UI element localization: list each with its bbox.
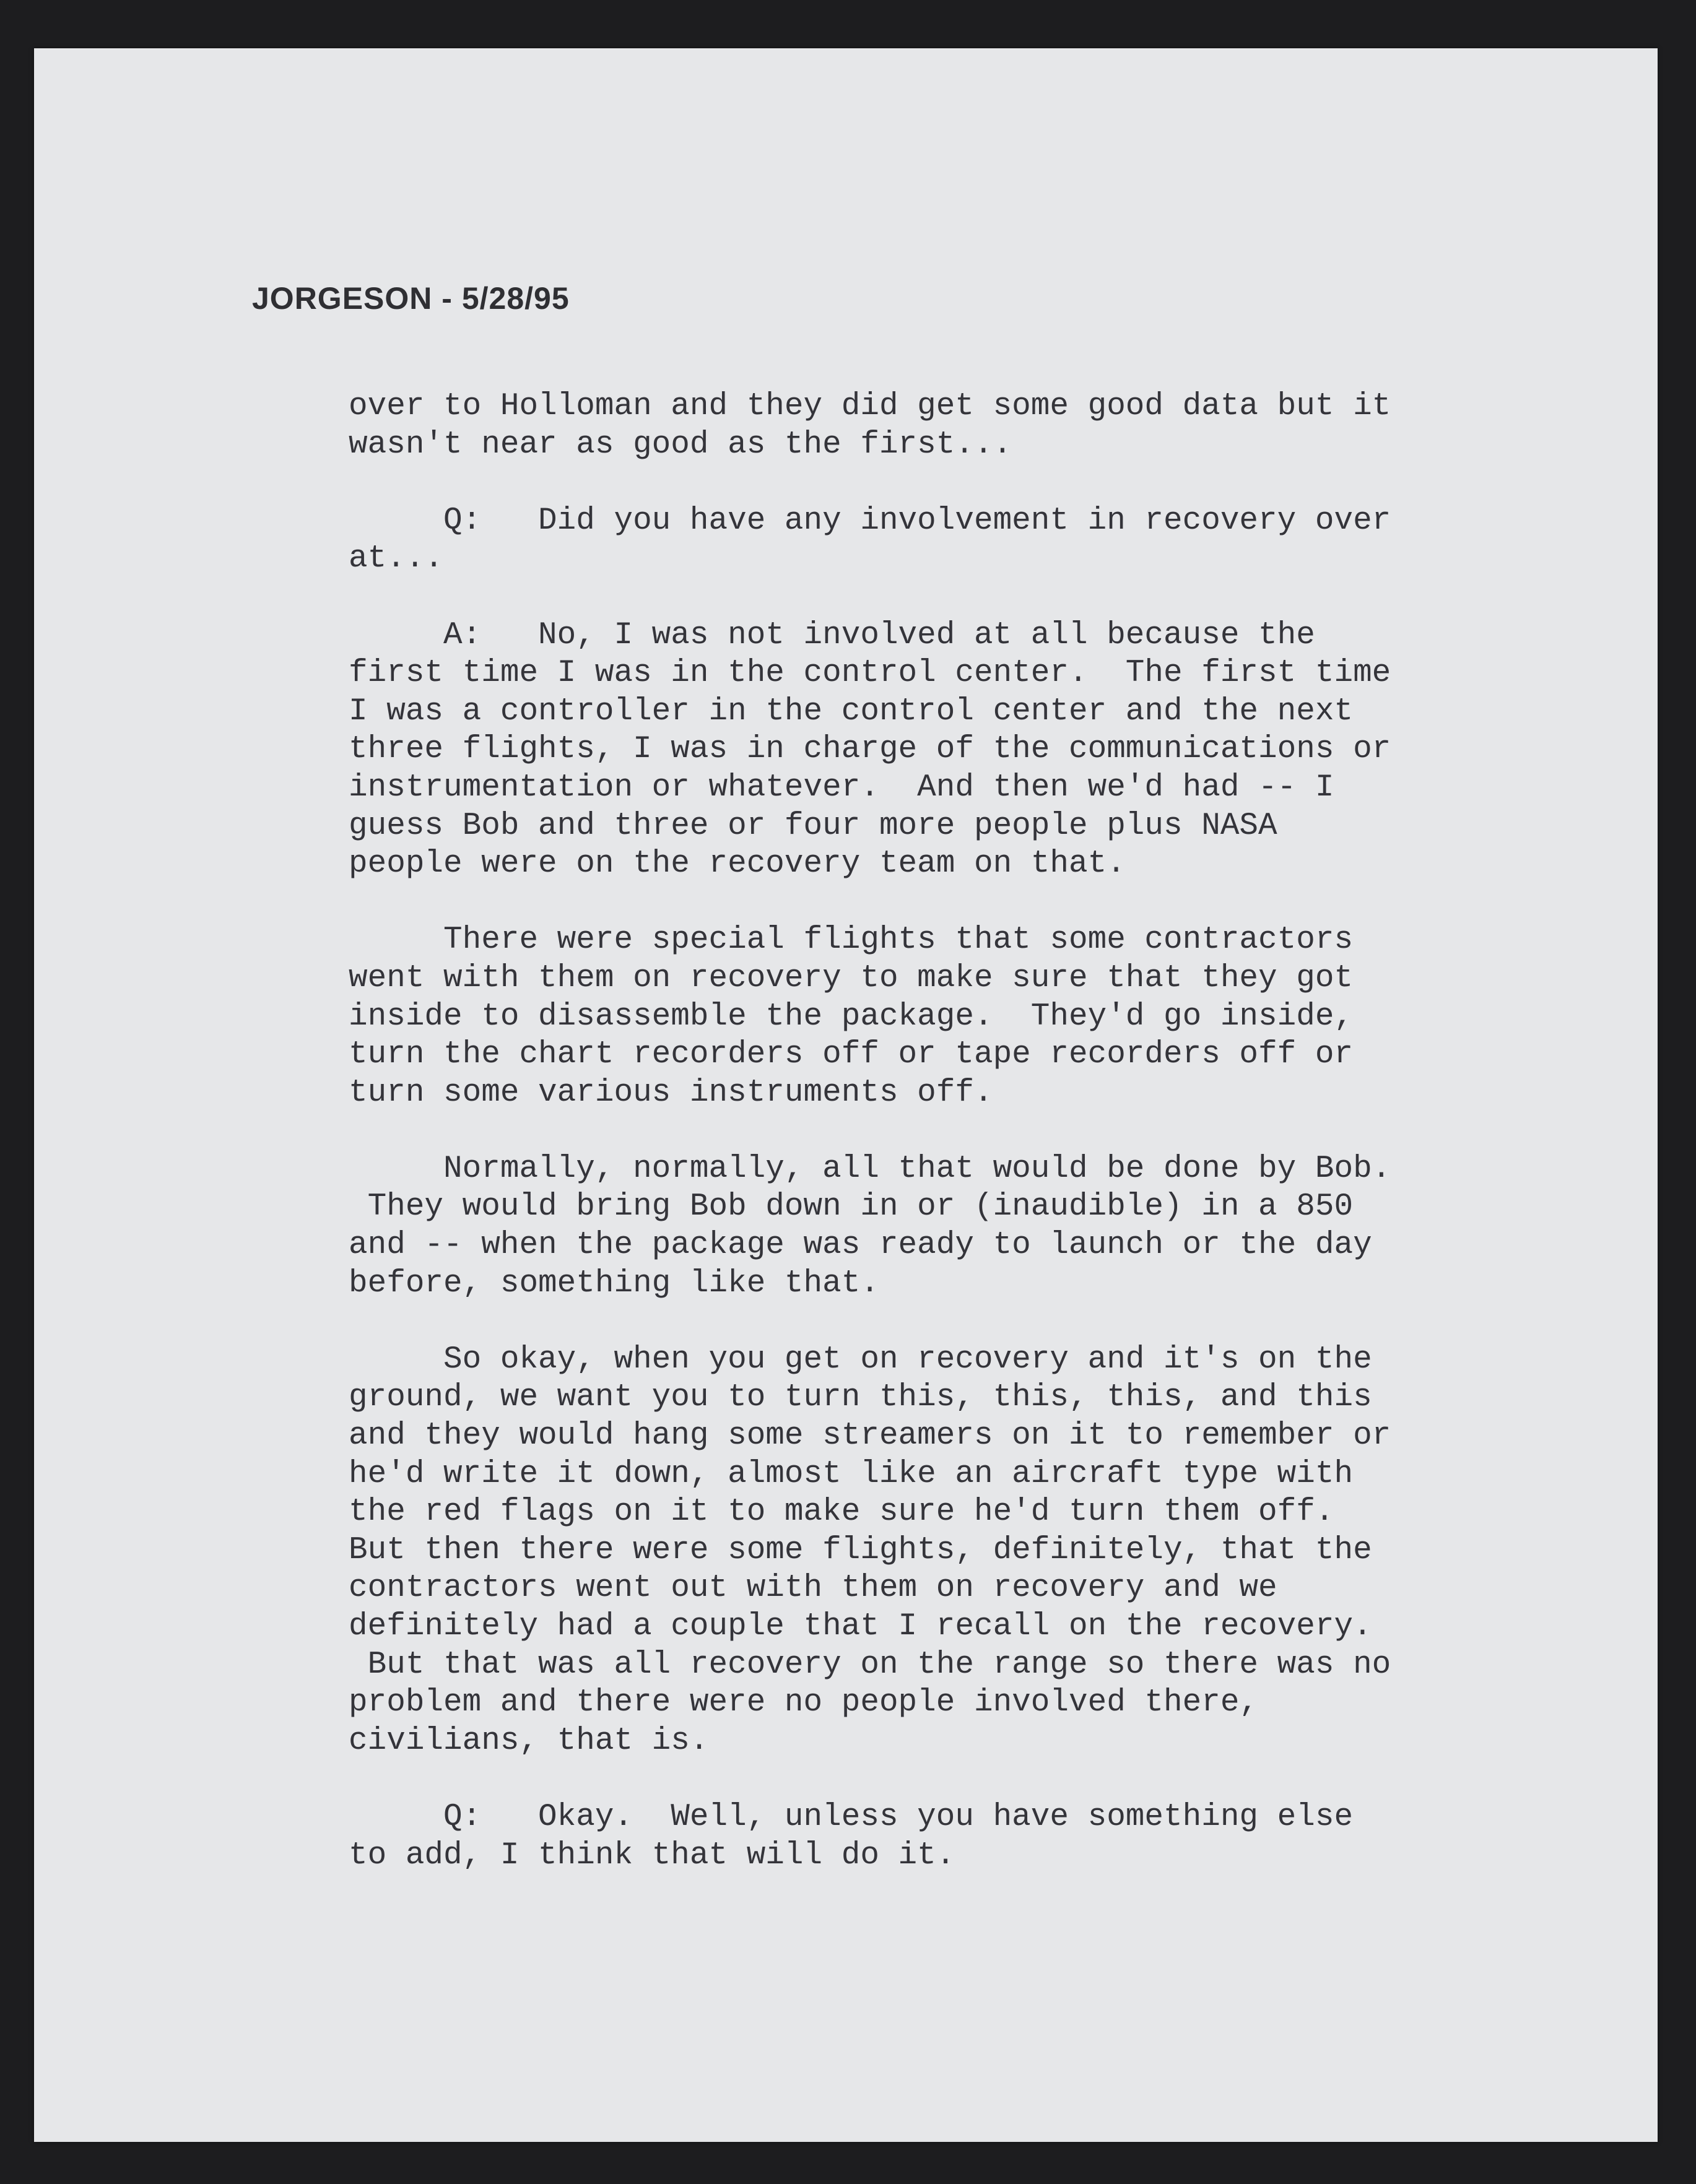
text-line: three flights, I was in charge of the communications or [349, 732, 1391, 768]
text-line: wasn't near as good as the first... [349, 427, 1012, 462]
text-line: But that was all recovery on the range so there was no [349, 1647, 1391, 1683]
text-line: over to Holloman and they did get some good data but it [349, 389, 1391, 424]
text-line: Normally, normally, all that would be done by Bob. [349, 1151, 1391, 1187]
transcript-body [349, 388, 1426, 1913]
text-line: he'd write it down, almost like an aircraft type with [349, 1456, 1354, 1492]
text-line: before, something like that. [349, 1265, 879, 1301]
text-line: inside to disassemble the package. They'd go inside, [349, 999, 1354, 1034]
paragraph-6 [349, 1341, 1426, 1761]
text-line: turn some various instruments off. [349, 1075, 993, 1111]
text-line: A: No, I was not involved at all because the [349, 617, 1315, 653]
text-line: and they would hang some streamers on it to remember or [349, 1418, 1391, 1454]
text-line: the red flags on it to make sure he'd turn them off. [349, 1494, 1334, 1530]
text-line: contractors went out with them on recovery and we [349, 1571, 1277, 1606]
text-line: Q: Did you have any involvement in recovery over [349, 503, 1391, 539]
paragraph-3 [349, 617, 1426, 883]
text-line: instrumentation or whatever. And then we'd had -- I [349, 769, 1334, 805]
text-line: went with them on recovery to make sure that they got [349, 960, 1354, 996]
text-line: people were on the recovery team on that. [349, 846, 1126, 882]
text-line: So okay, when you get on recovery and it's on the [349, 1341, 1372, 1377]
text-line: definitely had a couple that I recall on the recovery. [349, 1609, 1372, 1644]
text-line: to add, I think that will do it. [349, 1837, 955, 1873]
paragraph-5 [349, 1150, 1426, 1302]
text-line: and -- when the package was ready to launch or the day [349, 1228, 1372, 1263]
paragraph-2 [349, 502, 1426, 578]
paragraph-1 [349, 388, 1426, 464]
document-page [34, 48, 1658, 2142]
text-line: turn the chart recorders off or tape recorders off or [349, 1037, 1354, 1073]
text-line: civilians, that is. [349, 1723, 709, 1759]
text-line: guess Bob and three or four more people plus NASA [349, 808, 1277, 844]
text-line: They would bring Bob down in or (inaudible) in a 850 [349, 1189, 1354, 1225]
text-line: at... [349, 541, 444, 577]
page-header: JORGESON - 5/28/95 [252, 281, 570, 316]
text-line: first time I was in the control center. The first time [349, 656, 1391, 691]
paragraph-7 [349, 1798, 1426, 1874]
text-line: problem and there were no people involved there, [349, 1685, 1259, 1721]
text-line: There were special flights that some contractors [349, 922, 1354, 958]
text-line: But then there were some flights, definitely, that the [349, 1532, 1372, 1568]
text-line: I was a controller in the control center and the next [349, 693, 1354, 729]
text-line: ground, we want you to turn this, this, this, and this [349, 1380, 1372, 1416]
text-line: Q: Okay. Well, unless you have something else [349, 1799, 1354, 1835]
paragraph-4 [349, 921, 1426, 1112]
